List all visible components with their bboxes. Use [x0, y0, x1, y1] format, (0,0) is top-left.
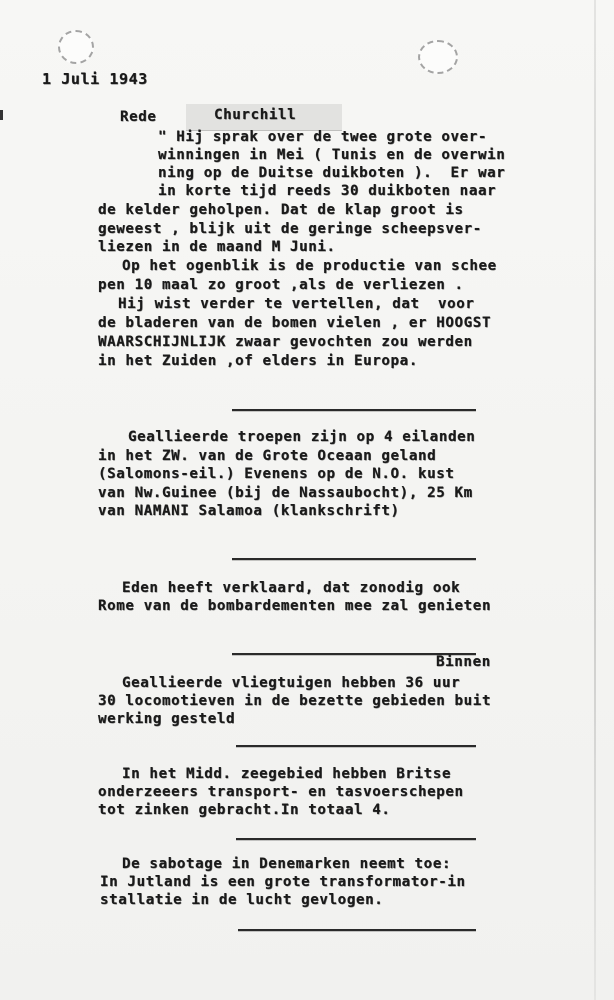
p2-line: van Nw.Guinee (bij de Nassaubocht), 25 Km [98, 485, 473, 501]
document-date: 1 Juli 1943 [42, 70, 148, 88]
section-divider [238, 929, 476, 931]
section-divider [232, 558, 476, 560]
p1-line: geweest , blijk uit de geringe scheepsver- [98, 221, 482, 237]
page-edge-shadow [594, 0, 596, 1000]
p1-line: Hij wist verder te vertellen, dat voor [118, 296, 475, 312]
binnen-tag: Binnen [436, 654, 491, 670]
p2-line: in het ZW. van de Grote Oceaan geland [98, 448, 437, 464]
p5-line: tot zinken gebracht.In totaal 4. [98, 802, 391, 818]
section-divider [236, 838, 476, 840]
p1-line: Op het ogenblik is de productie van schee [122, 258, 497, 274]
p2-line: Geallieerde troepen zijn op 4 eilanden [128, 429, 476, 445]
p1-line: " Hij sprak over de twee grote over- [158, 129, 488, 145]
p6-line: In Jutland is een grote transformator-in [100, 874, 466, 890]
p5-line: In het Midd. zeegebied hebben Britse [122, 766, 452, 782]
p1-line: ning op de Duitse duikboten ). Er war [158, 165, 506, 181]
p6-line: De sabotage in Denemarken neemt toe: [122, 856, 452, 872]
punch-hole-left [58, 30, 94, 64]
rede-label: Rede [120, 109, 157, 125]
section-divider [236, 745, 476, 747]
p1-line: in het Zuiden ,of elders in Europa. [98, 353, 418, 369]
margin-mark [0, 110, 3, 120]
p1-line: liezen in de maand M Juni. [98, 239, 336, 255]
p4-line: 30 locomotieven in de bezette gebieden buit [98, 693, 492, 709]
p4-line: Geallieerde vliegtuigen hebben 36 uur [122, 675, 461, 691]
p4-line: werking gesteld [98, 711, 236, 727]
p3-line: Rome van de bombardementen mee zal genieten [98, 598, 492, 614]
p1-line: WAARSCHIJNLIJK zwaar gevochten zou werden [98, 334, 473, 350]
p3-line: Eden heeft verklaard, dat zonodig ook [122, 580, 461, 596]
p2-line: van NAMANI Salamoa (klankschrift) [98, 503, 400, 519]
section-divider [232, 409, 476, 411]
p1-line: winningen in Mei ( Tunis en de overwin [158, 147, 506, 163]
p1-line: de bladeren van de bomen vielen , er HOOGST [98, 315, 492, 331]
speaker-name: Churchill [214, 107, 297, 123]
p1-line: in korte tijd reeds 30 duikboten naar [158, 183, 497, 199]
p5-line: onderzeeers transport- en tasvoerschepen [98, 784, 464, 800]
p1-line: de kelder geholpen. Dat de klap groot is [98, 202, 464, 218]
punch-hole-right [418, 40, 458, 74]
p6-line: stallatie in de lucht gevlogen. [100, 892, 384, 908]
p2-line: (Salomons-eil.) Evenens op de N.O. kust [98, 466, 455, 482]
p1-line: pen 10 maal zo groot ,als de verliezen . [98, 277, 464, 293]
